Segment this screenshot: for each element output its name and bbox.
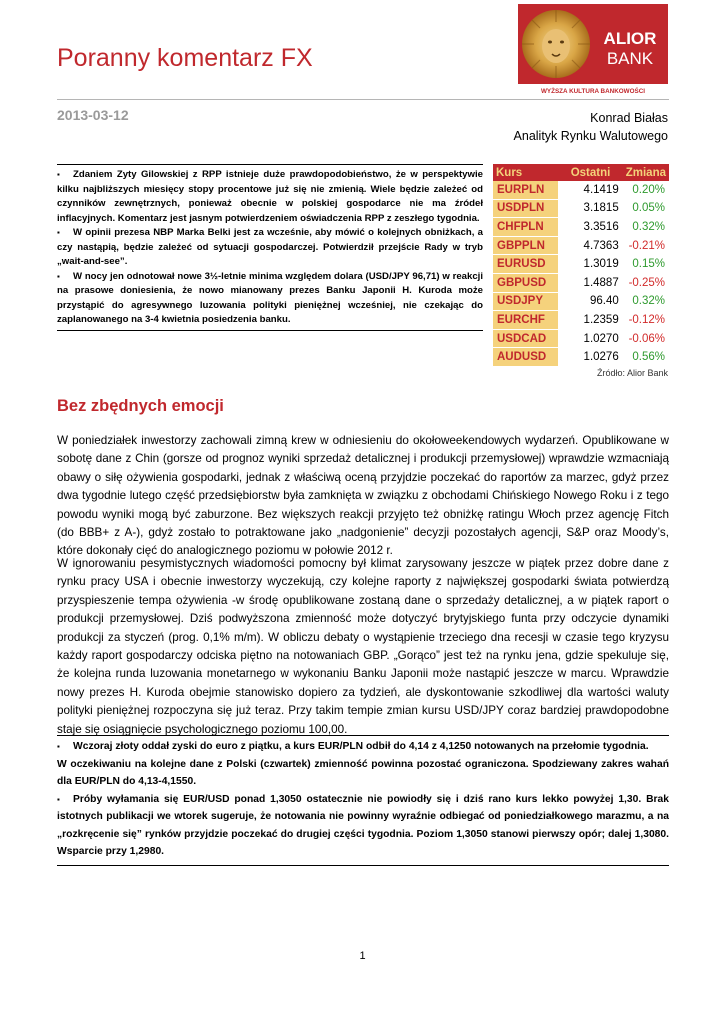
section-heading: Bez zbędnych emocji <box>57 397 224 415</box>
fx-table-body <box>493 181 669 366</box>
logo-text-line1: ALIOR <box>603 29 657 48</box>
outlook-item: ▪ Próby wyłamania się EUR/USD ponad 1,3050 ostatecznie nie powiodły się i dziś rano kurs lekko powyżej 1,30. Brak istotnych publikacji we wtorek sugeruje, że notowania nie powinny wyraźnie odbiegać od poniedziałkowego marazmu, a na „rozkręcenie się” rynków przyjdzie poczekać do drugiej części tygodnia. Poziom 1,3050 stanowi pierwszy opór; dalej 1,3080. Wsparcie przy 1,2980. <box>57 791 669 861</box>
column-header-zmiana: Zmiana <box>623 164 669 181</box>
table-row <box>493 236 669 255</box>
currency-pair: USDCAD <box>493 329 558 348</box>
table-row <box>493 329 669 348</box>
fx-table-header <box>493 164 669 181</box>
rate-change: 0.32% <box>623 292 669 311</box>
column-header-kurs: Kurs <box>493 164 558 181</box>
rate-change: -0.06% <box>623 329 669 348</box>
bullet-icon: ▪ <box>57 742 60 751</box>
bullet-icon: ▪ <box>57 170 60 179</box>
bullet-icon: ▪ <box>57 794 60 804</box>
table-row <box>493 348 669 367</box>
last-rate: 96.40 <box>558 292 622 311</box>
currency-pair: AUDUSD <box>493 348 558 367</box>
column-header-ostatni: Ostatni <box>558 164 622 181</box>
page-number: 1 <box>359 950 366 962</box>
currency-pair: GBPPLN <box>493 236 558 255</box>
table-row <box>493 273 669 292</box>
fx-outlook-box <box>57 735 669 866</box>
currency-pair: EURPLN <box>493 181 558 199</box>
table-row <box>493 199 669 218</box>
table-row <box>493 181 669 199</box>
currency-pair: GBPUSD <box>493 273 558 292</box>
currency-pair: CHFPLN <box>493 218 558 237</box>
rate-change: 0.32% <box>623 218 669 237</box>
rate-change: -0.21% <box>623 236 669 255</box>
table-row <box>493 292 669 311</box>
logo-text-line2: BANK <box>606 49 654 68</box>
summary-box <box>57 164 483 331</box>
summary-item: ▪ W nocy jen odnotował nowe 3½-letnie minima względem dolara (USD/JPY 96,71) w reakcji na prasowe doniesienia, że nowo mianowany prezes Banku Japonii H. Kuroda może przystąpić do agresywnego luzowania polityki pieniężnej wcześniej, nie czekając do zaplanowanego na 3-4 kwietnia posiedzenia banku. <box>57 270 483 325</box>
last-rate: 4.1419 <box>558 181 622 199</box>
rate-change: 0.15% <box>623 255 669 274</box>
rate-change: -0.12% <box>623 311 669 330</box>
table-source: Źródło: Alior Bank <box>596 368 668 378</box>
logo-tagline: WYŻSZA KULTURA BANKOWOŚCI <box>540 88 646 95</box>
currency-pair: EURCHF <box>493 311 558 330</box>
last-rate: 1.3019 <box>558 255 622 274</box>
summary-item: ▪ Zdaniem Zyty Gilowskiej z RPP istnieje duże prawdopodobieństwo, że w perspektywie kilku najbliższych miesięcy stopy procentowe już się nie zmienią. Wiele będzie zależeć od czynników zewnętrznych, ponieważ obecnie w polskiej gospodarce nie ma źródeł inflacyjnych. Komentarz jest jasnym potwierdzeniem oświadczenia RPP z zeszłego tygodnia. <box>57 169 483 224</box>
last-rate: 3.3516 <box>558 218 622 237</box>
table-row <box>493 255 669 274</box>
report-date: 2013-03-12 <box>57 107 129 123</box>
page-title: Poranny komentarz FX <box>57 44 313 72</box>
summary-item: ▪ W opinii prezesa NBP Marka Belki jest za wcześnie, aby mówić o kolejnych obniżkach, a czy nastąpią, będzie zależeć od sytuacji gospodarczej. Potwierdził przejście Rady w tryb „wait-and-see”. <box>57 227 483 267</box>
rate-change: 0.20% <box>623 181 669 199</box>
bullet-icon: ▪ <box>57 271 60 281</box>
fx-rates-table <box>493 164 669 367</box>
last-rate: 3.1815 <box>558 199 622 218</box>
currency-pair: EURUSD <box>493 255 558 274</box>
outlook-item: W oczekiwaniu na kolejne dane z Polski (czwartek) zmienność powinna pozostać ograniczona. Spodziewany zakres wahań dla EUR/PLN do 4,13-4,1550. <box>57 758 669 787</box>
header-divider <box>57 99 669 100</box>
table-row <box>493 218 669 237</box>
table-row <box>493 311 669 330</box>
alior-bank-logo <box>518 4 668 98</box>
author-block <box>514 109 668 145</box>
last-rate: 4.7363 <box>558 236 622 255</box>
last-rate: 1.4887 <box>558 273 622 292</box>
rate-change: 0.56% <box>623 348 669 367</box>
outlook-item: ▪ Wczoraj złoty oddał zyski do euro z piątku, a kurs EUR/PLN odbił do 4,14 z 4,1250 notowanych na przełomie tygodnia. <box>57 738 669 756</box>
author-name: Konrad Białas <box>590 111 668 125</box>
lion-emblem-icon <box>522 10 590 78</box>
last-rate: 1.2359 <box>558 311 622 330</box>
currency-pair: USDJPY <box>493 292 558 311</box>
currency-pair: USDPLN <box>493 199 558 218</box>
body-paragraph-1: W poniedziałek inwestorzy zachowali zimną krew w odniesieniu do okołoweekendowych wydarzeń. Opublikowane w sobotę dane z Chin (gorsze od prognoz wyniki sprzedaż detalicznej i produkcji przemysłowej) wprawdzie wzmacniają obawy o siłę ożywienia gospodarki, jednak z właściwą oceną przyjdzie poczekać do raportów za marzec, gdyż przez dwa tygodnie lutego część przedsiębiorstw była zamknięta w związku z obchodami Chińskiego Nowego Roku i z tego powodu wyniki mogą być zaburzone. Bez większych reakcji przyjęto też obniżkę ratingu Włoch przez agencję Fitch (do BBB+ z A-), gdyż zostało to potraktowane jako „nadgonienie” decyzji pozostałych agencji, S&P oraz Moody’s, które dokonały cięć do analogicznego poziomu w połowie 2012 r. <box>57 434 669 558</box>
rate-change: 0.05% <box>623 199 669 218</box>
last-rate: 1.0276 <box>558 348 622 367</box>
last-rate: 1.0270 <box>558 329 622 348</box>
body-paragraph-2: W ignorowaniu pesymistycznych wiadomości pomocny był klimat zarysowany jeszcze w piątek przez dobre dane z rynku pracy USA i obecnie inwestorzy wyczekują, czy kolejne raporty z największej gospodarki świata potwierdzą przyspieszenie tempa ożywienia -w środę opublikowane zostaną dane o sprzedaży detalicznej, a w piątek raport o produkcji przemysłowej. Dziś podwyższona zmienność może dotyczyć brytyjskiego funta przy odczycie dynamiki produkcji za styczeń (prog. 0,1% m/m). W obliczu debaty o wystąpienie trzeciego dna recesji w czasie tego kryzysu każdy raport gospodarczy odciska piętno na notowaniach GBP. „Gorąco” jest też na rynku jena, gdzie spekuluje się, że kolejna runda luzowania monetarnego w wykonaniu Banku Japonii może nastąpić jeszcze w marcu. Wprawdzie nowy prezes H. Kuroda obejmie stanowisko dopiero za tydzień, ale dyskontowanie szkodliwej dla wartości waluty polityki pieniężnej rozpoczyna się już teraz. Przy takim tempie zmian kursu USD/JPY coraz bardziej prawdopodobne staje się osiągnięcie psychologicznego poziomu 100,00. <box>57 557 669 736</box>
rate-change: -0.25% <box>623 273 669 292</box>
bullet-icon: ▪ <box>57 228 60 237</box>
author-role: Analityk Rynku Walutowego <box>513 129 668 143</box>
